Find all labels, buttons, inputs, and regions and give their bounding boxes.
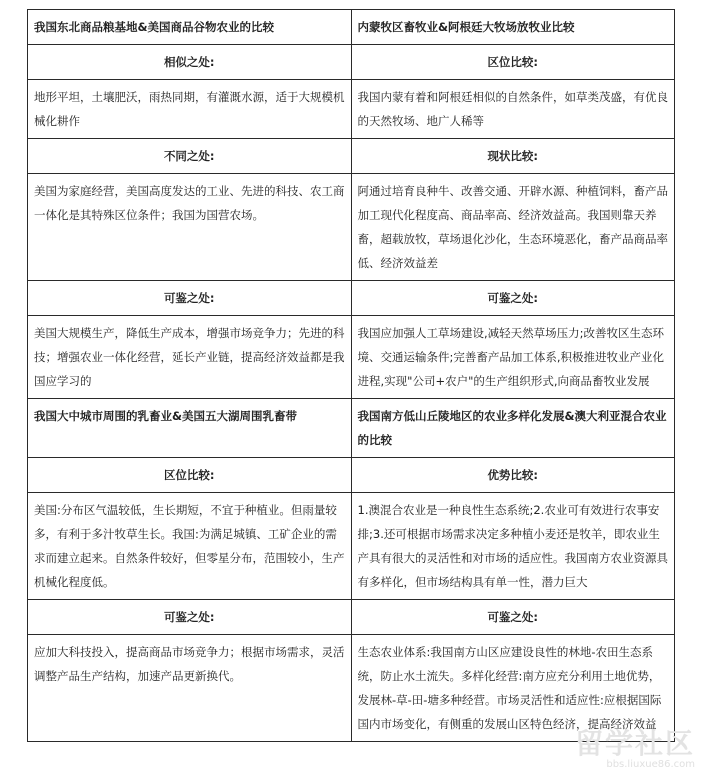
row-heading: 可鉴之处: [351,600,675,635]
row-header [28,45,675,80]
watermark-url: bbs.liuxue86.com [606,759,695,770]
cell-text: 应加大科技投入，提高商品市场竞争力；根据市场需求，灵活调整产品生产结构，加速产品更新换代。 [28,635,352,742]
cell-text: 我国应加强人工草场建设,减轻天然草场压力;改善牧区生态环境、交通运输条件;完善畜产品加工体系,积极推进牧业产业化进程,实现"公司+农户"的生产组织形式,向商品畜牧业发展 [351,316,675,399]
section-title-row [28,399,675,458]
row-header [28,281,675,316]
row-heading: 区位比较: [351,45,675,80]
section-title: 我国东北商品粮基地&美国商品谷物农业的比较 [28,10,352,45]
section-title: 内蒙牧区畜牧业&阿根廷大牧场放牧业比较 [351,10,675,45]
cell-text: 我国内蒙有着和阿根廷相似的自然条件，如草类茂盛，有优良的天然牧场、地广人稀等 [351,80,675,139]
row-heading: 可鉴之处: [28,281,352,316]
row-heading: 优势比较: [351,458,675,493]
row-header [28,458,675,493]
row-heading: 区位比较: [28,458,352,493]
row-heading: 现状比较: [351,139,675,174]
cell-text: 1.澳混合农业是一种良性生态系统;2.农业可有效进行农事安排;3.还可根据市场需求决定多种植小麦还是牧羊，即农业生产具有很大的灵活性和对市场的适应性。我国南方农业资源具有多样化，但市场结构具有单一性，潜力巨大 [351,493,675,600]
row-content [28,174,675,281]
row-header [28,600,675,635]
row-content [28,635,675,742]
cell-text: 美国:分布区气温较低，生长期短，不宜于种植业。但雨量较多，有利于多汁牧草生长。我国:为满足城镇、工矿企业的需求而建立起来。自然条件较好，但零星分布，范围较小，生产机械化程度低。 [28,493,352,600]
cell-text: 地形平坦，土壤肥沃，雨热同期，有灌溉水源，适于大规模机械化耕作 [28,80,352,139]
comparison-table [27,9,675,742]
row-heading: 不同之处: [28,139,352,174]
section-title-row [28,10,675,45]
cell-text: 阿通过培育良种牛、改善交通、开辟水源、种植饲料，畜产品加工现代化程度高、商品率高、经济效益高。我国则靠天养畜，超载放牧，草场退化沙化，生态环境恶化，畜产品商品率低、经济效益差 [351,174,675,281]
row-content [28,316,675,399]
cell-text: 美国为家庭经营，美国高度发达的工业、先进的科技、农工商一体化是其特殊区位条件；我国为国营农场。 [28,174,352,281]
cell-text: 生态农业体系:我国南方山区应建设良性的林地-农田生态系统，防止水土流失。多样化经营:南方应充分利用土地优势，发展林-草-田-塘多种经营。市场灵活性和适应性:应根据国际国内市场变化，有侧重的发展山区特色经济，提高经济效益 [351,635,675,742]
section-title: 我国南方低山丘陵地区的农业多样化发展&澳大利亚混合农业的比较 [351,399,675,458]
row-heading: 相似之处: [28,45,352,80]
row-header [28,139,675,174]
section-title: 我国大中城市周围的乳畜业&美国五大湖周围乳畜带 [28,399,352,458]
watermark-logo-text: 留学社区 [574,727,695,760]
row-content [28,493,675,600]
row-content [28,80,675,139]
row-heading: 可鉴之处: [28,600,352,635]
row-heading: 可鉴之处: [351,281,675,316]
cell-text: 美国大规模生产，降低生产成本，增强市场竞争力；先进的科技；增强农业一体化经营，延长产业链，提高经济效益都是我国应学习的 [28,316,352,399]
